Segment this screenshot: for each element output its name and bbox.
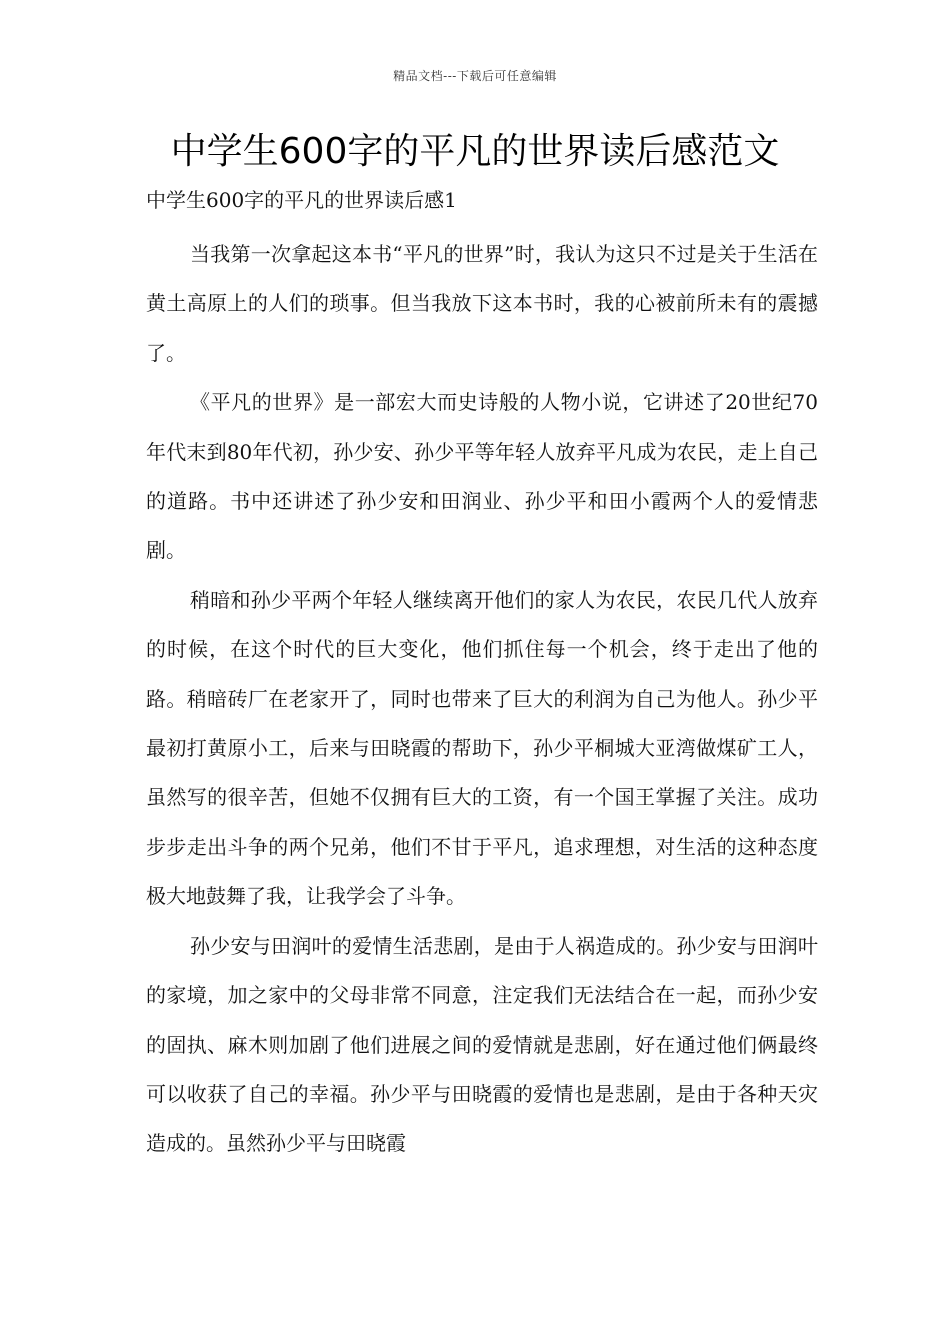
body-text (146, 230, 818, 1169)
header-note: 精品文档---下载后可任意编辑 (393, 69, 557, 83)
document-title: 中学生600字的平凡的世界读后感范文 (170, 131, 780, 172)
paragraph: 稍暗和孙少平两个年轻人继续离开他们的家人为农民，农民几代人放弃的时候，在这个时代的巨大变化，他们抓住每一个机会，终于走出了他的路。稍暗砖厂在老家开了，同时也带来了巨大的利润为自己为他人。孙少平最初打黄原小工，后来与田晓霞的帮助下，孙少平桐城大亚湾做煤矿工人，虽然写的很辛苦，但她不仅拥有巨大的工资，有一个国王掌握了关注。成功步步走出斗争的两个兄弟，他们不甘于平凡，追求理想，对生活的这种态度极大地鼓舞了我，让我学会了斗争。 (146, 587, 818, 909)
section-subtitle: 中学生600字的平凡的世界读后感1 (146, 188, 457, 212)
paragraph: 《平凡的世界》是一部宏大而史诗般的人物小说，它讲述了20世纪70年代末到80年代初，孙少安、孙少平等年轻人放弃平凡成为农民，走上自己的道路。书中还讲述了孙少安和田润业、孙少平和田小霞两个人的爱情悲剧。 (146, 390, 818, 563)
paragraph: 当我第一次拿起这本书“平凡的世界”时，我认为这只不过是关于生活在黄土高原上的人们的琐事。但当我放下这本书时，我的心被前所未有的震撼了。 (146, 242, 818, 365)
paragraph: 孙少安与田润叶的爱情生活悲剧，是由于人祸造成的。孙少安与田润叶的家境，加之家中的父母非常不同意，注定我们无法结合在一起，而孙少安的固执、麻木则加剧了他们进展之间的爱情就是悲剧，好在通过他们俩最终可以收获了自己的幸福。孙少平与田晓霞的爱情也是悲剧，是由于各种天灾造成的。虽然孙少平与田晓霞 (146, 933, 818, 1156)
